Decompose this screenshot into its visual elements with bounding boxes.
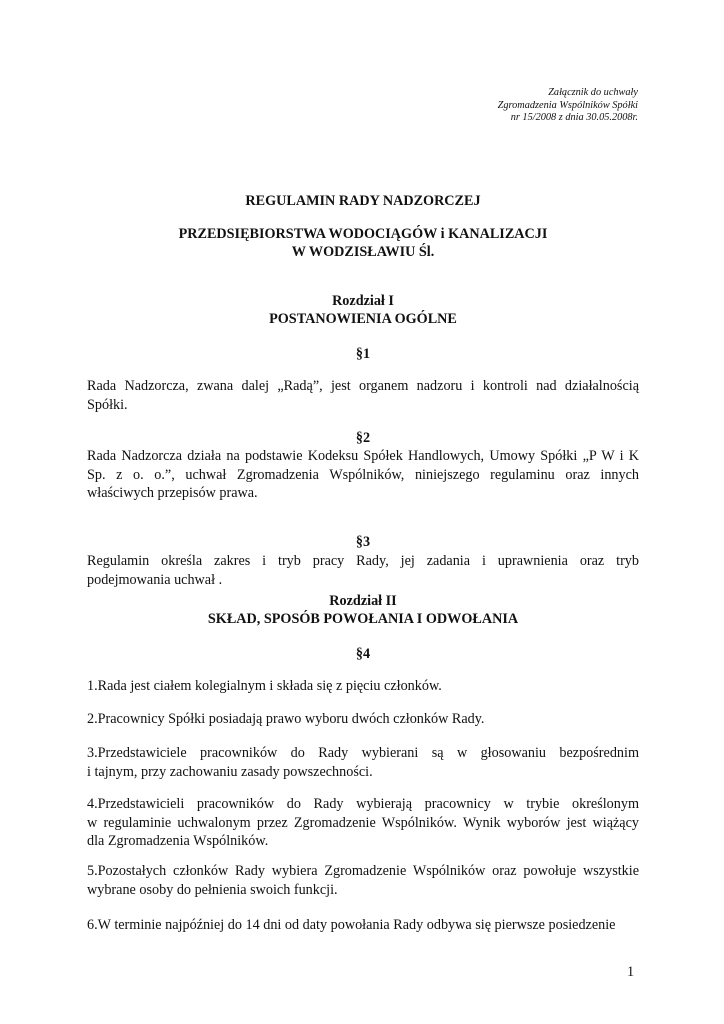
text-line: 5.Pozostałych członków Rady wybiera Zgromadzenie Wspólników oraz powołuje wszystkie [87,863,639,879]
text-line: wybrane osoby do pełnienia swoich funkcji. [87,881,338,898]
section-2-text [87,447,639,503]
section-4-item-4 [87,795,639,851]
section-3-text [87,552,639,589]
chapter-1-label: Rozdział I [332,293,394,309]
section-4-item-2 [87,710,639,729]
text-line: właściwych przepisów prawa. [87,485,258,501]
section-3-heading: §3 [355,534,371,550]
annex-line-3: nr 15/2008 z dnia 30.05.2008r. [510,112,638,123]
text-line: dla Zgromadzenia Wspólników. [87,833,269,849]
text-line: i tajnym, przy zachowaniu zasady powszechności. [87,763,373,780]
text-line: 6.W terminie najpóźniej do 14 dni od daty powołania Rady odbywa się pierwsze posiedzenie [87,917,616,933]
chapter-1-title: POSTANOWIENIA OGÓLNE [269,311,457,327]
document-subtitle-line-2: W WODZISŁAWIU Śl. [291,244,435,260]
section-4-item-5 [87,862,639,899]
section-4-item-6 [87,916,639,935]
section-2-heading: §2 [355,430,371,446]
text-line: Spółki. [87,396,128,413]
chapter-2-label: Rozdział II [329,593,397,609]
text-line: 1.Rada jest ciałem kolegialnym i składa się z pięciu członków. [87,678,442,694]
annex-line-2: Zgromadzenia Wspólników Spółki [497,99,638,111]
text-line: Regulamin określa zakres i tryb pracy Rady, jej zadania i uprawnienia oraz tryb [87,553,639,569]
section-1-heading: §1 [355,346,371,362]
text-line: 2.Pracownicy Spółki posiadają prawo wyboru dwóch członków Rady. [87,711,485,727]
text-line: Rada Nadzorcza działa na podstawie Kodeksu Spółek Handlowych, Umowy Spółki „P W i K [87,448,639,464]
annex-note [498,87,638,125]
document-subtitle-line-1: PRZEDSIĘBIORSTWA WODOCIĄGÓW i KANALIZACJI [178,226,548,242]
annex-line-1: Załącznik do uchwały [548,87,638,98]
text-line: Sp. z o. o.”, uchwał Zgromadzenia Wspólników, niniejszego regulaminu oraz innych [87,466,639,483]
section-4-item-1 [87,677,639,696]
text-line: Rada Nadzorcza, zwana dalej „Radą”, jest organem nadzoru i kontroli nad działalnością [87,378,639,394]
text-line: w regulaminie uchwalonym przez Zgromadzenie Wspólników. Wynik wyborów jest wiążący [87,814,639,831]
text-line: 3.Przedstawiciele pracowników do Rady wybierani są w głosowaniu bezpośrednim [87,745,639,761]
section-4-heading: §4 [355,646,371,662]
document-title: REGULAMIN RADY NADZORCZEJ [245,193,481,209]
page-number: 1 [627,964,635,980]
text-line: podejmowania uchwał . [87,571,223,588]
chapter-2-title: SKŁAD, SPOSÓB POWOŁANIA I ODWOŁANIA [207,611,519,627]
section-1-text [87,377,639,414]
section-4-item-3 [87,744,639,781]
text-line: 4.Przedstawicieli pracowników do Rady wybierają pracownicy w trybie określonym [87,796,639,812]
